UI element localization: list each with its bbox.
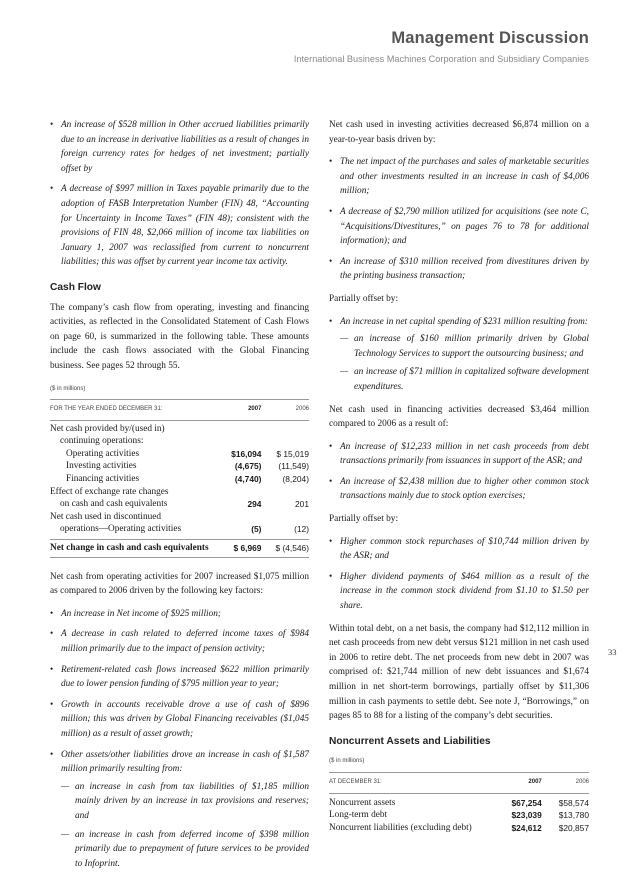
row-label: Investing activities <box>66 461 137 472</box>
table-row <box>50 473 309 486</box>
page-number: 33 <box>608 647 617 657</box>
table-header-year-2007: 2007 <box>505 772 542 793</box>
table-header-row <box>329 772 589 793</box>
left-column <box>50 118 309 879</box>
cell-2006: $ 15,019 <box>276 448 309 459</box>
investing-paragraph: Net cash used in investing activities decreased $6,874 million on a year-to-year basis driven by: <box>329 120 589 145</box>
list-item: • The net impact of the purchases and sales of marketable securities and other investments resulted in an increase in cash of $4,006 million; <box>329 155 589 199</box>
dash-mark: — <box>61 829 70 840</box>
table-row <box>50 486 309 499</box>
row-label: Financing activities <box>66 474 140 485</box>
dash-mark: — <box>61 781 70 792</box>
list-item: • Higher common stock repurchases of $10,744 million driven by the ASR; and <box>329 535 589 564</box>
debt-paragraph: Within total debt, on a net basis, the company had $12,112 million in net cash proceeds from new debt versus $121 million in net cash used in 2006 to retire debt. The net proceeds from new debt in 2007 was comprised of: $21,744 million of new debt issuances and $1,674 million in net short-term borrowings, partially offset by $11,306 million in cash payments to settle debt. See note J, “Borrowings,” on pages 85 to 88 for a listing of the company’s debt securities. <box>329 623 589 722</box>
row-label: Long-term debt <box>329 810 388 821</box>
table-header-label: AT DECEMBER 31: <box>329 772 505 793</box>
investing-bullets <box>329 155 589 284</box>
right-column <box>329 118 589 834</box>
financing-bullets <box>329 440 589 504</box>
list-item <box>50 748 309 872</box>
noncurrent-table <box>329 772 589 834</box>
table-header-year-2006: 2006 <box>271 400 309 421</box>
capex-bullets <box>329 315 589 395</box>
dash-item-text: an increase of $71 million in capitalized software development expenditures. <box>354 367 589 392</box>
table-row <box>329 809 589 822</box>
noncurrent-heading: Noncurrent Assets and Liabilities <box>329 735 491 747</box>
dash-item-text: an increase in cash from deferred income of $398 million primarily due to prepayment of future services to be provided to Infoprint. <box>75 829 309 869</box>
partially-offset-label: Partially offset by: <box>329 293 399 304</box>
row-label: on cash and cash equivalents <box>60 499 168 510</box>
list-item-text: Other assets/other liabilities drove an increase in cash of $1,587 million primarily resulting from: <box>61 749 309 775</box>
row-label: Net cash provided by/(used in) <box>50 423 165 434</box>
list-item: • Growth in accounts receivable drove a use of cash of $896 million; this was driven by Global Financing receivables ($1,045 million) as a result of asset growth; <box>50 698 309 742</box>
operating-paragraph: Net cash from operating activities for 2007 increased $1,075 million as compared to 2006 driven by the following key factors: <box>50 571 309 597</box>
cell-2007: (4,675) <box>234 461 262 472</box>
liability-bullets <box>50 118 309 270</box>
list-item: • An increase of $2,438 million due to higher other common stock transactions mainly due to stock option exercises; <box>329 475 589 504</box>
table-row <box>50 523 309 539</box>
table-header-year-2006: 2006 <box>552 772 589 793</box>
row-label: operations—Operating activities <box>60 524 182 535</box>
dash-list <box>340 332 589 394</box>
list-item: • A decrease of $2,790 million utilized for acquisitions (see note C, “Acquisitions/Divestitures,” on pages 76 to 78 for additional information); and <box>329 205 589 249</box>
operating-bullets <box>50 607 309 872</box>
table-unit-label: ($ in millions) <box>329 758 365 765</box>
list-item: • A decrease in cash related to deferred income taxes of $984 million primarily due to the impact of pension activity; <box>50 627 309 656</box>
cell-2006: (11,549) <box>278 461 309 472</box>
financing-offset-bullets <box>329 535 589 614</box>
cell-2006: (8,204) <box>282 474 309 485</box>
cell-2007: $ 6,969 <box>228 540 262 558</box>
list-item <box>329 315 589 395</box>
cell-2006: 201 <box>295 499 309 510</box>
list-item: • An increase of $310 million received from divestitures driven by the printing business transaction; <box>329 255 589 284</box>
row-label: Noncurrent liabilities (excluding debt) <box>329 822 472 833</box>
dash-mark: — <box>340 334 349 345</box>
row-label: Effect of exchange rate changes <box>50 486 169 497</box>
cell-2006: $58,574 <box>558 797 589 808</box>
dash-item <box>61 780 309 824</box>
cell-2006: $20,857 <box>558 822 589 833</box>
list-item: • An increase of $528 million in Other accrued liabilities primarily due to an increase in derivative liabilities as a result of changes in foreign currency rates for hedges of net investment; partially offset by <box>50 118 309 176</box>
table-row <box>50 448 309 461</box>
cell-2006: (12) <box>294 524 309 535</box>
table-row <box>50 420 309 435</box>
cell-2006: $13,780 <box>558 810 589 821</box>
cell-2007: (5) <box>251 524 262 535</box>
row-label: Operating activities <box>66 448 140 459</box>
list-item: • An increase in Net income of $925 million; <box>50 607 309 622</box>
table-row <box>329 793 589 809</box>
cell-2006: $ (4,546) <box>271 540 309 558</box>
partially-offset-label: Partially offset by: <box>329 514 399 525</box>
cell-2007: 294 <box>247 499 262 510</box>
table-row <box>50 511 309 524</box>
cell-2007: (4,740) <box>234 474 262 485</box>
list-item: • An increase of $12,233 million in net cash proceeds from debt transactions primarily from issuances in support of the ASR; and <box>329 440 589 469</box>
cell-2007: $24,612 <box>511 822 542 833</box>
dash-mark: — <box>340 367 349 378</box>
list-item: • A decrease of $997 million in Taxes payable primarily due to the adoption of FASB Interpretation Number (FIN) 48, “Accounting for Uncertainty in Income Taxes” (FIN 48); consistent with the provisions of FIN 48, $2,066 million of income tax liabilities on January 1, 2007 was reclassified from current to noncurrent liabilities; this was offset by current year income tax activity. <box>50 182 309 270</box>
list-item-text: An increase in net capital spending of $231 million resulting from: <box>340 316 588 327</box>
page-header-title: Management Discussion <box>391 29 589 47</box>
dash-item-text: an increase of $160 million primarily driven by Global Technology Services to support the outsourcing business; and <box>354 334 589 359</box>
cash-flow-table <box>50 399 309 558</box>
dash-item <box>340 332 589 361</box>
dash-item-text: an increase in cash from tax liabilities of $1,185 million mainly driven by an increase in tax provisions and reserves; and <box>75 781 309 821</box>
cell-2007: $67,254 <box>511 797 542 808</box>
dash-list <box>61 780 309 872</box>
row-label: continuing operations: <box>60 436 144 447</box>
list-item: • Higher dividend payments of $464 million as a result of the increase in the common stock dividend from $1.10 to $1.50 per share. <box>329 570 589 614</box>
table-row <box>50 498 309 511</box>
cell-2007: $23,039 <box>511 810 542 821</box>
page-header-subtitle: International Business Machines Corporation and Subsidiary Companies <box>293 54 589 64</box>
list-item: • Retirement-related cash flows increased $622 million primarily due to lower pension funding of $795 million year to year; <box>50 663 309 692</box>
table-header-label: FOR THE YEAR ENDED DECEMBER 31: <box>50 400 228 421</box>
table-row <box>50 460 309 473</box>
row-label: Net change in cash and cash equivalents <box>50 540 228 558</box>
cell-2007: $16,094 <box>231 448 262 459</box>
financing-paragraph: Net cash used in financing activities decreased $3,464 million compared to 2006 as a result of: <box>329 404 589 430</box>
table-header-year-2007: 2007 <box>228 400 262 421</box>
table-header-row <box>50 400 309 421</box>
row-label: Net cash used in discontinued <box>50 511 162 522</box>
row-label: Noncurrent assets <box>329 797 396 808</box>
table-unit-label: ($ in millions) <box>50 385 86 392</box>
cash-flow-paragraph: The company’s cash flow from operating, investing and financing activities, as reflected in the Consolidated Statement of Cash Flows on page 60, is summarized in the following table. These amounts include the cash flows associated with the Global Financing business. See pages 52 through 55. <box>50 302 309 371</box>
table-total-row <box>50 540 309 558</box>
table-row <box>50 435 309 448</box>
dash-item <box>61 828 309 872</box>
cash-flow-heading: Cash Flow <box>50 281 101 293</box>
dash-item <box>340 365 589 394</box>
